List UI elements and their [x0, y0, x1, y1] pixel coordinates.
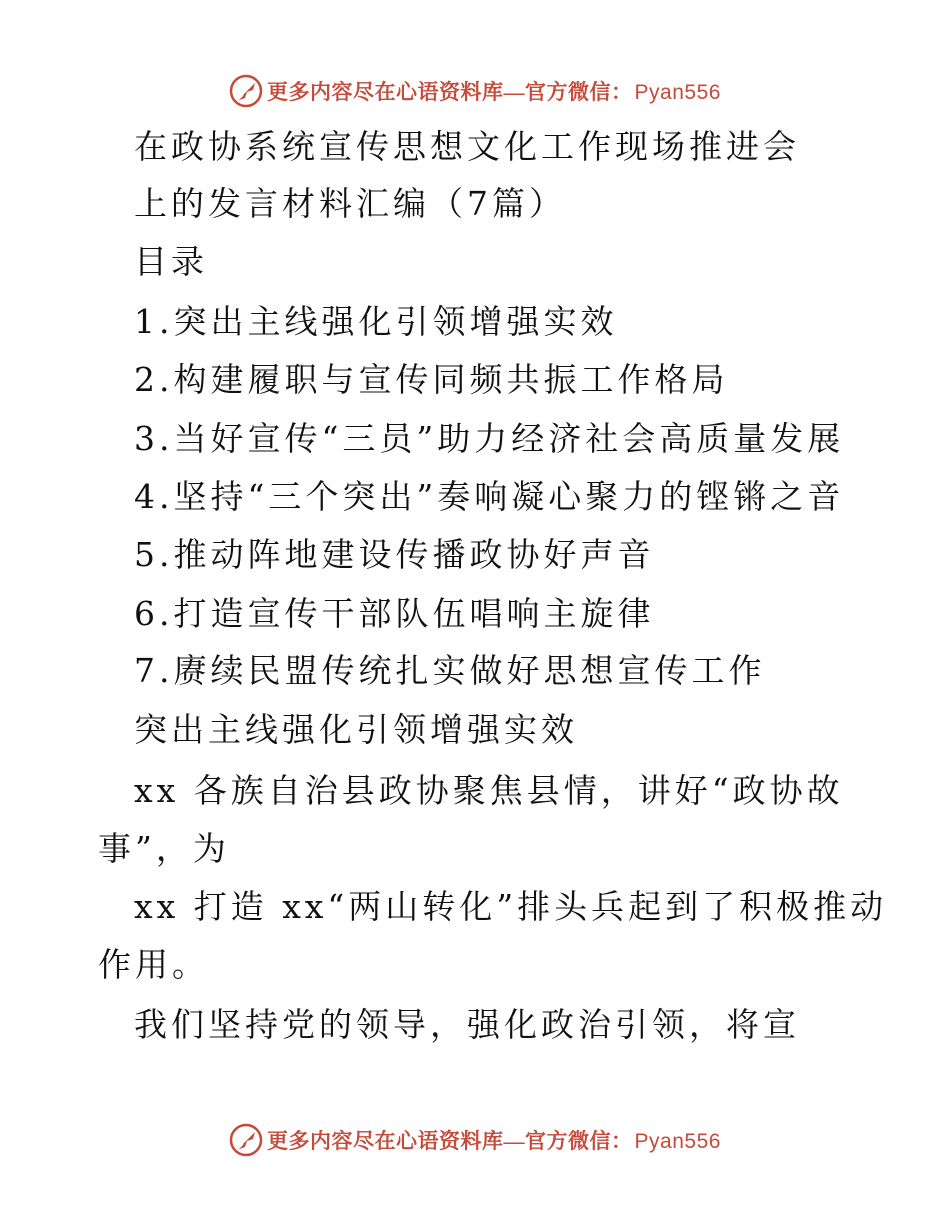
banner-site: 更多内容尽在心语资料库 — [267, 80, 504, 104]
banner-wechat-label: 官方微信： — [525, 1129, 633, 1153]
paragraph-2-line-2: 作用。 — [98, 945, 209, 984]
banner-wechat-label: 官方微信： — [525, 80, 633, 104]
paragraph-2-line-1: xx 打造 xx“两山转化”排头兵起到了积极推动 — [134, 887, 888, 926]
toc-item-5: 5.推动阵地建设传播政协好声音 — [134, 535, 655, 574]
toc-heading: 目录 — [134, 242, 208, 281]
paragraph-1-line-1: xx 各族自治县政协聚焦县情，讲好“政协故 — [134, 771, 844, 810]
banner-dash: — — [503, 1129, 526, 1153]
header-banner — [0, 71, 950, 111]
banner-text — [267, 76, 721, 106]
toc-item-2: 2.构建履职与宣传同频共振工作格局 — [134, 360, 729, 399]
document-title-line-2: 上的发言材料汇编（7篇） — [134, 184, 566, 223]
banner-dash: — — [503, 80, 526, 104]
toc-item-4: 4.坚持“三个突出”奏响凝心聚力的铿锵之音 — [134, 477, 845, 516]
banner-wechat-id: Pyan556 — [634, 81, 721, 104]
quill-pen-icon — [229, 74, 263, 108]
banner-text — [267, 1125, 721, 1155]
banner-site: 更多内容尽在心语资料库 — [267, 1129, 504, 1153]
toc-item-6: 6.打造宣传干部队伍唱响主旋律 — [134, 594, 655, 633]
paragraph-1-line-2: 事”，为 — [98, 829, 230, 868]
banner-wechat-id: Pyan556 — [634, 1130, 721, 1153]
section-heading: 突出主线强化引领增强实效 — [134, 710, 578, 749]
quill-pen-icon — [229, 1123, 263, 1157]
footer-banner — [0, 1120, 950, 1160]
toc-item-3: 3.当好宣传“三员”助力经济社会高质量发展 — [134, 419, 845, 458]
toc-item-7: 7.赓续民盟传统扎实做好思想宣传工作 — [134, 651, 766, 690]
toc-item-1: 1.突出主线强化引领增强实效 — [134, 302, 618, 341]
document-title-line-1: 在政协系统宣传思想文化工作现场推进会 — [134, 127, 800, 166]
paragraph-3-line-1: 我们坚持党的领导，强化政治引领，将宣 — [134, 1005, 800, 1044]
